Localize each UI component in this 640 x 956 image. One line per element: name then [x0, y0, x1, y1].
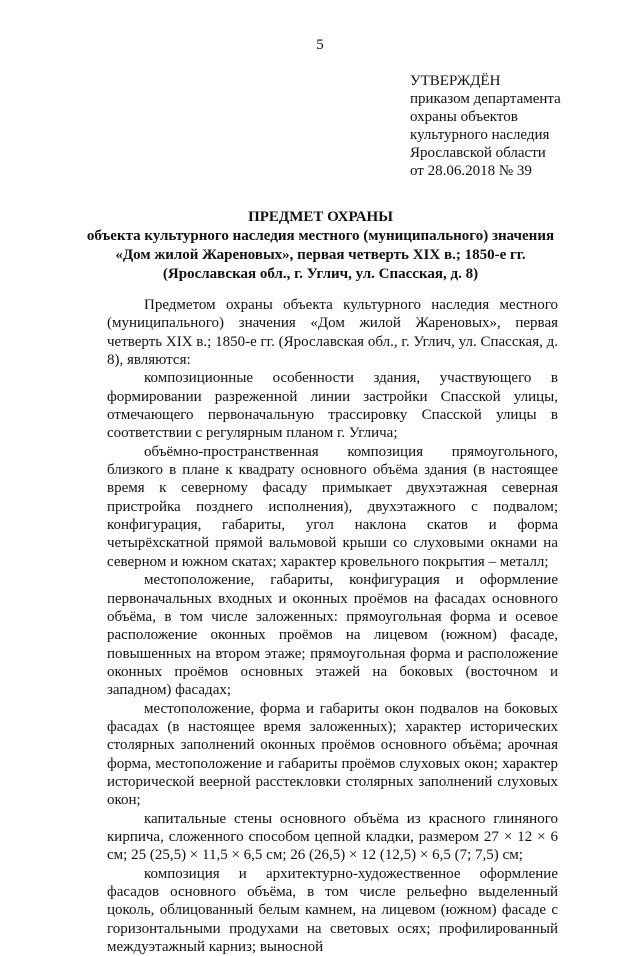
- title-line: (Ярославская обл., г. Углич, ул. Спасская, д. 8): [162, 266, 479, 282]
- title-heading: ПРЕДМЕТ ОХРАНЫ: [248, 209, 393, 225]
- document-body: [107, 296, 558, 956]
- body-paragraph: композиционные особенности здания, участвующего в формировании разреженной линии застройки Спасской улицы, отмечающего первоначальную трассировку Спасской улицы в соответствии с регулярным планом г. Углича;: [107, 370, 558, 442]
- approval-line: охраны объектов: [410, 109, 518, 125]
- approval-line: УТВЕРЖДЁН: [410, 73, 501, 89]
- approval-line: приказом департамента: [410, 91, 561, 107]
- page-number: 5: [316, 37, 324, 53]
- title-line: «Дом жилой Жареновых», первая четверть XIX в.; 1850-е гг.: [115, 247, 526, 263]
- title-line: объекта культурного наследия местного (муниципального) значения: [86, 228, 555, 244]
- body-paragraph: местоположение, форма и габариты окон подвалов на боковых фасадах (в настоящее время заложенных); характер исторических столярных заполнений оконных проёмов основного объёма; арочная форма, местоположение и габариты проёмов слуховых окон; характер исторической веерной расстекловки столярных заполнений слуховых окон;: [107, 700, 558, 809]
- body-paragraph: Предметом охраны объекта культурного наследия местного (муниципального) значения «Дом жилой Жареновых», первая четверть XIX в.; 1850-е гг. (Ярославская обл., г. Углич, ул. Спасская, д. 8), являются:: [107, 297, 558, 369]
- approval-line: культурного наследия: [410, 127, 550, 143]
- approval-stamp: [410, 72, 630, 180]
- body-paragraph: объёмно-пространственная композиция прямоугольного, близкого в плане к квадрату основного объёма здания (в настоящее время к северному фасаду примыкает двухэтажная северная пристройка позднего исполнения), двухэтажного с подвалом; конфигурация, габариты, угол наклона скатов и форма четырёхскатной прямой вальмовой крыши со слуховыми окнами на северном и южном скатах; характер кровельного покрытия – металл;: [107, 443, 558, 570]
- document-title: [78, 208, 563, 284]
- approval-line: Ярославской области: [410, 145, 546, 161]
- body-paragraph: капитальные стены основного объёма из красного глиняного кирпича, сложенного способом цепной кладки, размером 27 × 12 × 6 см; 25 (25,5) × 11,5 × 6,5 см; 26 (26,5) × 12 (12,5) × 6,5 (7; 7,5) см;: [107, 810, 558, 864]
- approval-line: от 28.06.2018 № 39: [410, 163, 532, 179]
- body-paragraph: композиция и архитектурно-художественное оформление фасадов основного объёма, в том числе рельефно выделенный цоколь, облицованный белым камнем, на лицевом (южном) фасаде с горизонтальными продухами на световых осях; профилированный междуэтажный карниз; выносной: [107, 865, 558, 956]
- body-paragraph: местоположение, габариты, конфигурация и оформление первоначальных входных и оконных проёмов на фасадах основного объёма, в том числе заложенных: прямоугольная форма и осевое расположение оконных проёмов на лицевом (южном) фасаде, повышенных на втором этаже; прямоугольная форма и расположение оконных проёмов основных этажей на боковых (восточном и западном) фасадах;: [107, 572, 558, 699]
